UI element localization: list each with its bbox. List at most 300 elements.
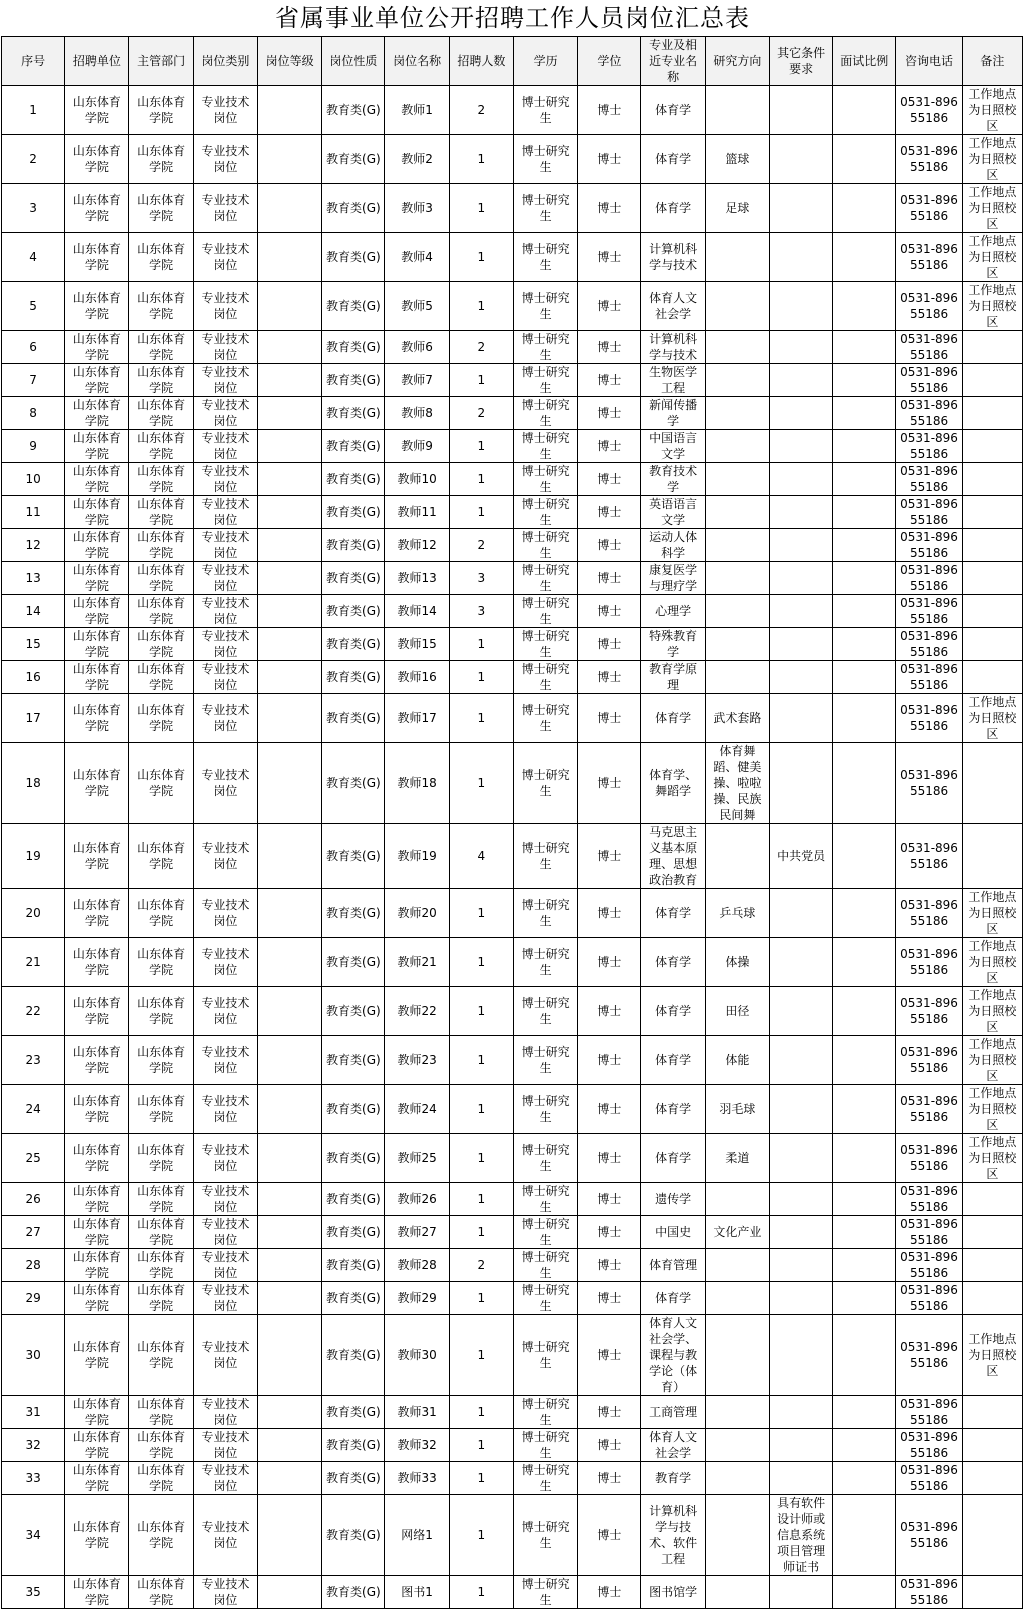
cell-direction: 乒乓球: [705, 889, 769, 938]
cell-degree: 博士: [578, 889, 641, 938]
cell-degree: 博士: [578, 463, 641, 496]
cell-level: [257, 529, 321, 562]
cell-phone: 0531-89655186: [896, 364, 962, 397]
cell-unit: 山东体育学院: [65, 1282, 129, 1315]
cell-name: 教师33: [385, 1462, 449, 1495]
cell-dept: 山东体育学院: [129, 1315, 193, 1396]
cell-no: 12: [2, 529, 65, 562]
cell-phone: 0531-89655186: [896, 661, 962, 694]
cell-ratio: [833, 397, 896, 430]
cell-note: [962, 1462, 1022, 1495]
cell-no: 5: [2, 282, 65, 331]
cell-direction: [705, 1183, 769, 1216]
cell-no: 31: [2, 1396, 65, 1429]
cell-dept: 山东体育学院: [129, 824, 193, 889]
cell-ratio: [833, 595, 896, 628]
cell-level: [257, 331, 321, 364]
cell-unit: 山东体育学院: [65, 463, 129, 496]
cell-nature: 教育类(G): [322, 184, 385, 233]
cell-note: 工作地点为日照校区: [962, 1085, 1022, 1134]
cell-other: [769, 1249, 832, 1282]
cell-phone: 0531-89655186: [896, 463, 962, 496]
cell-no: 11: [2, 496, 65, 529]
col-header-education: 学历: [513, 37, 577, 86]
cell-count: 1: [449, 463, 513, 496]
cell-major: 教育学: [641, 1462, 705, 1495]
cell-unit: 山东体育学院: [65, 661, 129, 694]
cell-level: [257, 364, 321, 397]
col-header-phone: 咨询电话: [896, 37, 962, 86]
cell-other: [769, 529, 832, 562]
cell-level: [257, 496, 321, 529]
cell-level: [257, 135, 321, 184]
cell-other: [769, 1183, 832, 1216]
cell-phone: 0531-89655186: [896, 1216, 962, 1249]
cell-degree: 博士: [578, 661, 641, 694]
cell-education: 博士研究生: [513, 628, 577, 661]
cell-ratio: [833, 562, 896, 595]
col-header-degree: 学位: [578, 37, 641, 86]
table-row: [2, 430, 1023, 463]
cell-degree: 博士: [578, 694, 641, 743]
cell-note: [962, 463, 1022, 496]
cell-dept: 山东体育学院: [129, 86, 193, 135]
cell-education: 博士研究生: [513, 1282, 577, 1315]
cell-unit: 山东体育学院: [65, 364, 129, 397]
cell-unit: 山东体育学院: [65, 1429, 129, 1462]
cell-direction: [705, 496, 769, 529]
cell-degree: 博士: [578, 282, 641, 331]
cell-name: 教师7: [385, 364, 449, 397]
cell-unit: 山东体育学院: [65, 1134, 129, 1183]
cell-unit: 山东体育学院: [65, 282, 129, 331]
cell-major: 教育技术学: [641, 463, 705, 496]
cell-no: 4: [2, 233, 65, 282]
cell-count: 1: [449, 1396, 513, 1429]
cell-unit: 山东体育学院: [65, 824, 129, 889]
cell-name: 教师1: [385, 86, 449, 135]
cell-nature: 教育类(G): [322, 1183, 385, 1216]
cell-education: 博士研究生: [513, 1576, 577, 1609]
cell-nature: 教育类(G): [322, 364, 385, 397]
cell-other: 中共党员: [769, 824, 832, 889]
cell-note: [962, 1216, 1022, 1249]
cell-level: [257, 1462, 321, 1495]
cell-education: 博士研究生: [513, 595, 577, 628]
cell-nature: 教育类(G): [322, 1429, 385, 1462]
cell-name: 教师4: [385, 233, 449, 282]
cell-name: 教师14: [385, 595, 449, 628]
cell-education: 博士研究生: [513, 135, 577, 184]
cell-category: 专业技术岗位: [193, 1085, 257, 1134]
cell-note: [962, 529, 1022, 562]
cell-direction: [705, 1249, 769, 1282]
cell-count: 2: [449, 529, 513, 562]
cell-degree: 博士: [578, 233, 641, 282]
cell-no: 34: [2, 1495, 65, 1576]
cell-direction: [705, 331, 769, 364]
cell-count: 1: [449, 694, 513, 743]
cell-dept: 山东体育学院: [129, 233, 193, 282]
cell-other: [769, 938, 832, 987]
cell-direction: [705, 282, 769, 331]
cell-nature: 教育类(G): [322, 331, 385, 364]
cell-ratio: [833, 1183, 896, 1216]
cell-direction: [705, 1462, 769, 1495]
cell-major: 英语语言文学: [641, 496, 705, 529]
cell-count: 1: [449, 496, 513, 529]
cell-ratio: [833, 1495, 896, 1576]
cell-education: 博士研究生: [513, 694, 577, 743]
cell-level: [257, 562, 321, 595]
cell-level: [257, 233, 321, 282]
cell-level: [257, 1249, 321, 1282]
cell-unit: 山东体育学院: [65, 1249, 129, 1282]
table-row: [2, 397, 1023, 430]
cell-dept: 山东体育学院: [129, 562, 193, 595]
cell-degree: 博士: [578, 1495, 641, 1576]
cell-other: [769, 496, 832, 529]
cell-level: [257, 938, 321, 987]
cell-education: 博士研究生: [513, 824, 577, 889]
cell-count: 2: [449, 397, 513, 430]
cell-dept: 山东体育学院: [129, 1085, 193, 1134]
cell-ratio: [833, 364, 896, 397]
cell-education: 博士研究生: [513, 430, 577, 463]
cell-category: 专业技术岗位: [193, 282, 257, 331]
cell-name: 教师18: [385, 743, 449, 824]
cell-other: [769, 743, 832, 824]
cell-nature: 教育类(G): [322, 529, 385, 562]
cell-degree: 博士: [578, 1216, 641, 1249]
table-row: [2, 562, 1023, 595]
table-row: [2, 628, 1023, 661]
cell-no: 16: [2, 661, 65, 694]
cell-level: [257, 987, 321, 1036]
cell-dept: 山东体育学院: [129, 938, 193, 987]
cell-education: 博士研究生: [513, 889, 577, 938]
cell-other: [769, 1085, 832, 1134]
cell-level: [257, 282, 321, 331]
cell-no: 21: [2, 938, 65, 987]
cell-degree: 博士: [578, 595, 641, 628]
cell-dept: 山东体育学院: [129, 135, 193, 184]
col-header-note: 备注: [962, 37, 1022, 86]
cell-major: 体育管理: [641, 1249, 705, 1282]
cell-level: [257, 824, 321, 889]
col-header-direction: 研究方向: [705, 37, 769, 86]
cell-major: 图书馆学: [641, 1576, 705, 1609]
cell-no: 18: [2, 743, 65, 824]
cell-major: 体育学: [641, 1134, 705, 1183]
table-row: [2, 1576, 1023, 1609]
cell-name: 教师8: [385, 397, 449, 430]
cell-other: [769, 463, 832, 496]
cell-count: 2: [449, 331, 513, 364]
cell-count: 1: [449, 938, 513, 987]
cell-level: [257, 430, 321, 463]
cell-major: 马克思主义基本原理、思想政治教育: [641, 824, 705, 889]
cell-degree: 博士: [578, 824, 641, 889]
cell-name: 教师10: [385, 463, 449, 496]
cell-no: 28: [2, 1249, 65, 1282]
cell-major: 新闻传播学: [641, 397, 705, 430]
table-row: [2, 529, 1023, 562]
cell-ratio: [833, 1036, 896, 1085]
cell-level: [257, 1282, 321, 1315]
cell-education: 博士研究生: [513, 1036, 577, 1085]
cell-unit: 山东体育学院: [65, 1183, 129, 1216]
cell-education: 博士研究生: [513, 987, 577, 1036]
cell-education: 博士研究生: [513, 233, 577, 282]
cell-phone: 0531-89655186: [896, 282, 962, 331]
cell-other: [769, 282, 832, 331]
cell-ratio: [833, 135, 896, 184]
cell-level: [257, 397, 321, 430]
cell-major: 体育学: [641, 694, 705, 743]
cell-nature: 教育类(G): [322, 661, 385, 694]
cell-note: 工作地点为日照校区: [962, 938, 1022, 987]
cell-no: 22: [2, 987, 65, 1036]
cell-direction: 体育舞蹈、健美操、啦啦操、民族民间舞: [705, 743, 769, 824]
cell-education: 博士研究生: [513, 743, 577, 824]
cell-nature: 教育类(G): [322, 987, 385, 1036]
cell-name: 教师15: [385, 628, 449, 661]
cell-name: 教师30: [385, 1315, 449, 1396]
cell-no: 2: [2, 135, 65, 184]
cell-degree: 博士: [578, 496, 641, 529]
cell-unit: 山东体育学院: [65, 397, 129, 430]
cell-category: 专业技术岗位: [193, 496, 257, 529]
cell-other: [769, 1576, 832, 1609]
cell-nature: 教育类(G): [322, 135, 385, 184]
cell-nature: 教育类(G): [322, 1249, 385, 1282]
cell-ratio: [833, 938, 896, 987]
cell-dept: 山东体育学院: [129, 1576, 193, 1609]
cell-dept: 山东体育学院: [129, 595, 193, 628]
cell-ratio: [833, 331, 896, 364]
cell-dept: 山东体育学院: [129, 889, 193, 938]
cell-education: 博士研究生: [513, 282, 577, 331]
cell-note: [962, 1249, 1022, 1282]
cell-count: 1: [449, 1576, 513, 1609]
cell-direction: [705, 1282, 769, 1315]
cell-phone: 0531-89655186: [896, 1249, 962, 1282]
cell-note: [962, 496, 1022, 529]
cell-direction: 篮球: [705, 135, 769, 184]
cell-no: 15: [2, 628, 65, 661]
cell-ratio: [833, 661, 896, 694]
cell-degree: 博士: [578, 562, 641, 595]
cell-direction: [705, 463, 769, 496]
cell-other: [769, 184, 832, 233]
cell-major: 体育学: [641, 889, 705, 938]
cell-major: 体育人文社会学、课程与教学论（体育）: [641, 1315, 705, 1396]
cell-dept: 山东体育学院: [129, 529, 193, 562]
cell-degree: 博士: [578, 1429, 641, 1462]
cell-phone: 0531-89655186: [896, 694, 962, 743]
cell-other: [769, 397, 832, 430]
cell-level: [257, 1134, 321, 1183]
cell-ratio: [833, 430, 896, 463]
cell-unit: 山东体育学院: [65, 430, 129, 463]
cell-count: 4: [449, 824, 513, 889]
col-header-category: 岗位类别: [193, 37, 257, 86]
cell-note: [962, 661, 1022, 694]
cell-other: [769, 364, 832, 397]
cell-other: [769, 889, 832, 938]
cell-dept: 山东体育学院: [129, 184, 193, 233]
cell-unit: 山东体育学院: [65, 562, 129, 595]
cell-other: [769, 661, 832, 694]
cell-nature: 教育类(G): [322, 889, 385, 938]
cell-note: 工作地点为日照校区: [962, 889, 1022, 938]
cell-name: 教师26: [385, 1183, 449, 1216]
cell-education: 博士研究生: [513, 661, 577, 694]
cell-dept: 山东体育学院: [129, 1216, 193, 1249]
cell-note: 工作地点为日照校区: [962, 184, 1022, 233]
cell-category: 专业技术岗位: [193, 938, 257, 987]
cell-category: 专业技术岗位: [193, 86, 257, 135]
cell-note: [962, 430, 1022, 463]
cell-category: 专业技术岗位: [193, 529, 257, 562]
table-row: [2, 1462, 1023, 1495]
cell-phone: 0531-89655186: [896, 1085, 962, 1134]
cell-dept: 山东体育学院: [129, 430, 193, 463]
cell-nature: 教育类(G): [322, 1462, 385, 1495]
cell-level: [257, 661, 321, 694]
cell-note: 工作地点为日照校区: [962, 135, 1022, 184]
cell-phone: 0531-89655186: [896, 1183, 962, 1216]
cell-count: 1: [449, 1282, 513, 1315]
cell-degree: 博士: [578, 135, 641, 184]
table-row: [2, 135, 1023, 184]
cell-no: 23: [2, 1036, 65, 1085]
cell-major: 康复医学与理疗学: [641, 562, 705, 595]
cell-name: 教师31: [385, 1396, 449, 1429]
cell-major: 中国史: [641, 1216, 705, 1249]
cell-count: 1: [449, 661, 513, 694]
cell-nature: 教育类(G): [322, 86, 385, 135]
cell-no: 3: [2, 184, 65, 233]
cell-nature: 教育类(G): [322, 496, 385, 529]
cell-nature: 教育类(G): [322, 1282, 385, 1315]
cell-category: 专业技术岗位: [193, 1183, 257, 1216]
cell-other: [769, 1282, 832, 1315]
cell-direction: 足球: [705, 184, 769, 233]
cell-unit: 山东体育学院: [65, 938, 129, 987]
cell-direction: [705, 397, 769, 430]
cell-note: [962, 1495, 1022, 1576]
cell-unit: 山东体育学院: [65, 595, 129, 628]
cell-other: [769, 331, 832, 364]
table-row: [2, 1249, 1023, 1282]
cell-note: 工作地点为日照校区: [962, 694, 1022, 743]
cell-degree: 博士: [578, 1249, 641, 1282]
cell-education: 博士研究生: [513, 364, 577, 397]
cell-degree: 博士: [578, 1282, 641, 1315]
cell-other: [769, 987, 832, 1036]
cell-unit: 山东体育学院: [65, 86, 129, 135]
cell-category: 专业技术岗位: [193, 184, 257, 233]
cell-major: 运动人体科学: [641, 529, 705, 562]
cell-level: [257, 1396, 321, 1429]
cell-category: 专业技术岗位: [193, 1576, 257, 1609]
cell-unit: 山东体育学院: [65, 628, 129, 661]
cell-unit: 山东体育学院: [65, 1085, 129, 1134]
cell-count: 1: [449, 1134, 513, 1183]
cell-ratio: [833, 184, 896, 233]
cell-ratio: [833, 1462, 896, 1495]
cell-direction: [705, 1315, 769, 1396]
cell-degree: 博士: [578, 1036, 641, 1085]
cell-category: 专业技术岗位: [193, 364, 257, 397]
cell-education: 博士研究生: [513, 496, 577, 529]
cell-major: 遗传学: [641, 1183, 705, 1216]
cell-name: 教师25: [385, 1134, 449, 1183]
cell-direction: [705, 562, 769, 595]
cell-count: 1: [449, 1429, 513, 1462]
cell-major: 体育人文社会学: [641, 1429, 705, 1462]
cell-note: [962, 824, 1022, 889]
cell-count: 1: [449, 364, 513, 397]
cell-note: [962, 743, 1022, 824]
cell-count: 1: [449, 1085, 513, 1134]
cell-major: 体育学、舞蹈学: [641, 743, 705, 824]
cell-level: [257, 1085, 321, 1134]
cell-note: 工作地点为日照校区: [962, 282, 1022, 331]
cell-unit: 山东体育学院: [65, 987, 129, 1036]
cell-count: 2: [449, 1249, 513, 1282]
cell-ratio: [833, 86, 896, 135]
cell-phone: 0531-89655186: [896, 184, 962, 233]
cell-category: 专业技术岗位: [193, 1282, 257, 1315]
cell-dept: 山东体育学院: [129, 1462, 193, 1495]
cell-dept: 山东体育学院: [129, 364, 193, 397]
table-row: [2, 1495, 1023, 1576]
cell-degree: 博士: [578, 987, 641, 1036]
cell-major: 体育学: [641, 1085, 705, 1134]
cell-count: 1: [449, 1216, 513, 1249]
table-row: [2, 694, 1023, 743]
cell-unit: 山东体育学院: [65, 889, 129, 938]
cell-major: 体育人文社会学: [641, 282, 705, 331]
cell-note: 工作地点为日照校区: [962, 987, 1022, 1036]
cell-degree: 博士: [578, 430, 641, 463]
cell-degree: 博士: [578, 1183, 641, 1216]
cell-nature: 教育类(G): [322, 1085, 385, 1134]
cell-dept: 山东体育学院: [129, 1249, 193, 1282]
cell-phone: 0531-89655186: [896, 889, 962, 938]
cell-dept: 山东体育学院: [129, 1396, 193, 1429]
cell-education: 博士研究生: [513, 1085, 577, 1134]
cell-category: 专业技术岗位: [193, 233, 257, 282]
cell-category: 专业技术岗位: [193, 694, 257, 743]
cell-ratio: [833, 1429, 896, 1462]
cell-note: 工作地点为日照校区: [962, 1036, 1022, 1085]
cell-nature: 教育类(G): [322, 938, 385, 987]
cell-name: 教师24: [385, 1085, 449, 1134]
cell-major: 体育学: [641, 86, 705, 135]
cell-category: 专业技术岗位: [193, 595, 257, 628]
cell-other: [769, 1315, 832, 1396]
cell-major: 生物医学工程: [641, 364, 705, 397]
cell-name: 教师3: [385, 184, 449, 233]
cell-ratio: [833, 496, 896, 529]
cell-name: 图书1: [385, 1576, 449, 1609]
cell-ratio: [833, 1085, 896, 1134]
cell-level: [257, 1183, 321, 1216]
